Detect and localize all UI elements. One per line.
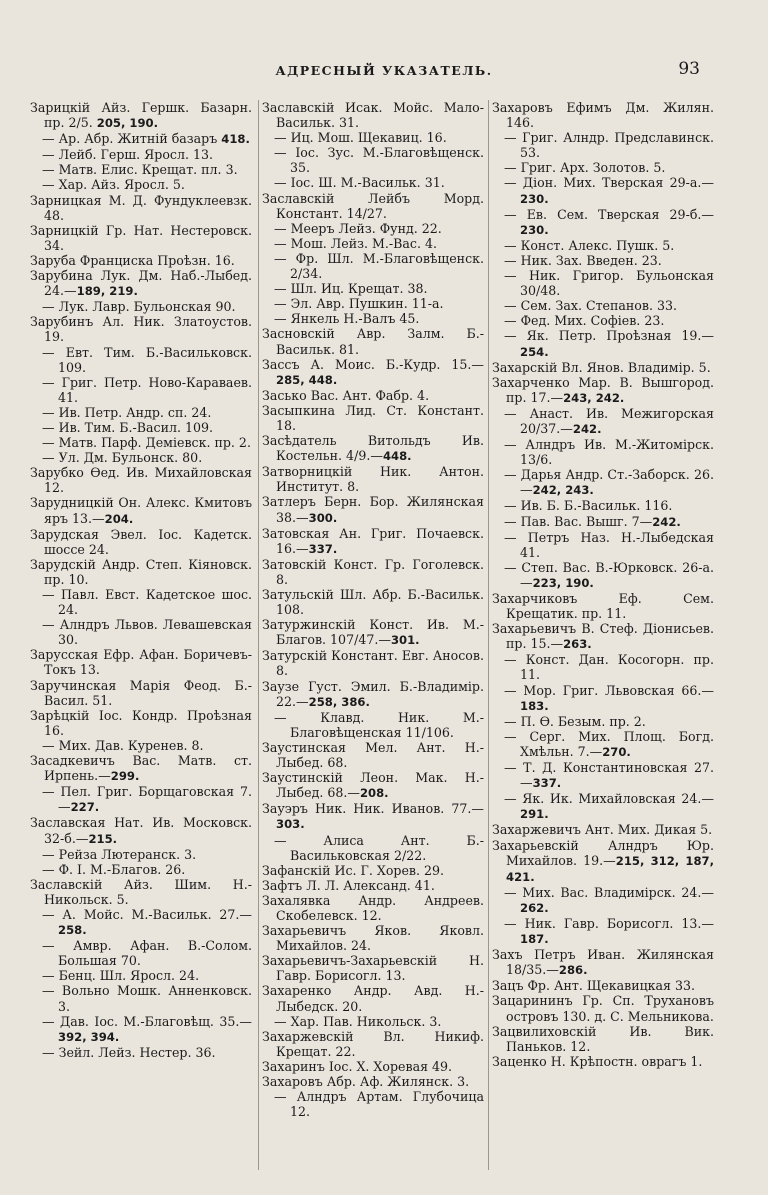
running-title: АДРЕСНЫЙ УКАЗАТЕЛЬ. [275,63,493,78]
directory-entry: Заручинская Марія Феод. Б.-Васил. 51. [30,677,252,708]
directory-entry: — Мих. Дав. Куренев. 8. [42,737,204,753]
directory-column-1 [30,100,252,1175]
directory-entry: — Як. Ик. Михайловская 24.—291. [504,791,714,822]
directory-entry: — Дав. Іос. М.-Благовѣщ. 35.—392, 394. [42,1013,252,1044]
page-header [0,56,768,86]
directory-entry: Заславская Нат. Ив. Московск. 32-б.—215. [30,815,252,846]
directory-entry: — Григ. Петр. Ново-Караваев. 41. [42,374,252,405]
directory-entry: — А. Мойс. М.-Васильк. 27.—258. [42,906,252,938]
directory-entry: Заславскій Лейбъ Морд. Констант. 14/27. [262,190,484,221]
directory-entry: Захаринъ Іос. Х. Хоревая 49. [262,1058,453,1074]
directory-entry: — Т. Д. Константиновская 27.—337. [504,760,714,791]
directory-entry: — Іос. Зус. М.-Благовѣщенск. 35. [274,145,484,176]
directory-entry: Захарьевичъ В. Стеф. Діонисьев. пр. 15.—263. [492,621,714,652]
directory-entry: — Зейл. Лейз. Нестер. 36. [42,1044,216,1060]
directory-entry: Засыпкина Лид. Ст. Констант. 18. [262,402,484,433]
directory-entry: — Степ. Вас. В.-Юрковск. 26-а.—223, 190. [504,559,714,590]
directory-entry: — Хар. Айз. Яросл. 5. [42,177,185,193]
directory-entry: — П. Ѳ. Безым. пр. 2. [504,713,646,729]
directory-entry: — Алндръ Львов. Левашевская 30. [42,617,252,648]
directory-entry: Заславскій Исак. Мойс. Мало-Васильк. 31. [262,100,484,131]
directory-entry: — Ив. Петр. Андр. сп. 24. [42,404,212,420]
directory-entry: Зацъ Фр. Ант. Щекавицкая 33. [492,978,696,994]
directory-column-3 [492,100,714,1175]
directory-entry: — Мееръ Лейз. Фунд. 22. [274,220,442,236]
directory-entry: — Анаст. Ив. Межигорская 20/37.—242. [504,405,714,436]
directory-entry: — Пел. Григ. Борщаговская 7.—227. [42,784,252,815]
directory-entry: Захарьевичъ Яков. Яковл. Михайлов. 24. [262,923,484,954]
directory-entry: Зарудскій Андр. Степ. Кіяновск. пр. 10. [30,556,252,587]
directory-entry: — Фр. Шл. М.-Благовѣщенск. 2/34. [274,250,484,282]
directory-entry: — Григ. Алндр. Предславинск. 53. [504,130,714,161]
directory-entry: — Ник. Григор. Бульонская 30/48. [504,268,714,299]
directory-entry: Заустинская Мел. Ант. Н.-Лыбед. 68. [262,739,484,771]
directory-columns [30,100,734,1175]
directory-entry: Захаренко Андр. Авд. Н.-Лыбедск. 20. [262,983,484,1014]
directory-entry: Заславскій Айз. Шим. Н.-Никольск. 5. [30,876,252,907]
directory-entry: Захарьевичъ-Захарьевскій Н. Гавр. Борисогл. 13. [262,953,484,984]
directory-entry: Засадкевичъ Вас. Матв. ст. Ирпень.—299. [30,753,252,784]
directory-entry: Зарубина Лук. Дм. Наб.-Лыбед. 24.—189, 219. [30,268,252,299]
directory-entry: Захаровъ Абр. Аф. Жилянск. 3. [262,1074,470,1089]
directory-entry: — Ник. Зах. Введен. 23. [504,252,662,268]
directory-entry: — Григ. Арх. Золотов. 5. [504,160,666,176]
directory-entry: Затульскій Шл. Абр. Б.-Васильк. 108. [262,587,484,618]
directory-entry: — Матв. Елис. Крещат. пл. 3. [42,162,238,178]
directory-entry: — Ар. Абр. Житній базаръ 418. [42,131,250,147]
directory-entry: — Мор. Григ. Львовская 66.—183. [504,682,714,713]
directory-entry: — Павл. Евст. Кадетское шос. 24. [42,587,252,618]
directory-entry: Затовская Ан. Григ. Почаевск. 16.—337. [262,525,484,556]
directory-entry: — Ев. Сем. Тверская 29-б.—230. [504,206,714,237]
directory-entry: Зацвилиховскій Ив. Вик. Паньков. 12. [492,1023,714,1054]
directory-entry: Захарьевскій Алндръ Юр. Михайлов. 19.—215, 312, 187, 421. [492,837,714,884]
directory-entry: Зафанскій Ис. Г. Хорев. 29. [262,862,445,878]
directory-entry: Заустинскій Леон. Мак. Н.-Лыбед. 68.—208. [262,770,484,801]
directory-entry: — Серг. Мих. Площ. Богд. Хмѣльн. 7.—270. [504,728,714,759]
directory-entry: — Лук. Лавр. Бульонская 90. [42,299,236,315]
directory-entry: Зарудская Эвел. Іос. Кадетск. шоссе 24. [30,526,252,557]
directory-entry: Захъ Петръ Иван. Жилянская 18/35.—286. [492,947,714,978]
directory-entry: — Алндръ Ив. М.-Житомірск. 13/6. [504,437,714,468]
directory-entry: — Конст. Дан. Косогорн. пр. 11. [504,652,714,683]
directory-entry: — Ив. Тим. Б.-Васил. 109. [42,419,214,435]
directory-entry: — Эл. Авр. Пушкин. 11-а. [274,296,444,312]
directory-entry: Затовскій Конст. Гр. Гоголевск. 8. [262,556,484,587]
directory-entry: Заценко Н. Крѣпостн. оврагъ 1. [492,1053,703,1069]
directory-entry: Зауэръ Ник. Ник. Иванов. 77.—303. [262,801,484,832]
directory-entry: — Конст. Алекс. Пушк. 5. [504,237,675,253]
directory-entry: — Бенц. Шл. Яросл. 24. [42,968,200,984]
directory-entry: Затуржинскій Конст. Ив. М.-Благов. 107/47.—301. [262,617,484,648]
directory-entry: Захаржевичъ Ант. Мих. Дикая 5. [492,822,713,838]
directory-entry: — Ф. I. М.-Благов. 26. [42,861,186,877]
directory-entry: — Фед. Мих. Софіев. 23. [504,313,665,329]
directory-entry: Захалявка Андр. Андреев. Скобелевск. 12. [262,892,484,923]
directory-entry: — Пав. Вас. Вышг. 7—242. [504,513,681,529]
directory-entry: Зарицкій Айз. Гершк. Базарн. пр. 2/5. 205, 190. [30,100,252,131]
directory-entry: — Амвр. Афан. В.-Солом. Большая 70. [42,938,252,969]
directory-entry: — Мош. Лейз. М.-Вас. 4. [274,235,438,251]
directory-entry: Зассъ А. Моис. Б.-Кудр. 15.—285, 448. [262,356,484,387]
directory-entry: — Іос. Ш. М.-Васильк. 31. [274,175,445,191]
directory-entry: — Ив. Б. Б.-Васильк. 116. [504,498,673,514]
directory-entry: — Евт. Тим. Б.-Васильковск. 109. [42,344,252,375]
directory-entry: Зарубко Өед. Ив. Михайловская 12. [30,465,252,496]
directory-entry: — Янкель Н.-Валъ 45. [274,311,420,327]
directory-entry: Засько Вас. Ант. Фабр. 4. [262,387,430,403]
directory-entry: Захарченко Мар. В. Вышгород. пр. 17.—243, 242. [492,374,714,405]
directory-entry: Зацарининъ Гр. Сп. Трухановъ островъ 130. д. С. Мельникова. [492,993,714,1024]
directory-entry: Захарчиковъ Еф. Сем. Крещатик. пр. 11. [492,591,714,622]
page-number: 93 [678,59,700,79]
directory-entry: Зарудницкій Он. Алекс. Кмитовъ яръ 13.—204. [30,495,252,526]
directory-entry: — Вольно Мошк. Анненковск. 3. [42,983,252,1014]
directory-entry: — Як. Петр. Проѣзная 19.—254. [504,328,714,359]
directory-entry: Зарѣцкій Іос. Кондр. Проѣзная 16. [30,707,252,738]
directory-entry: — Петръ Наз. Н.-Лыбедская 41. [504,529,714,560]
directory-entry: — Клавд. Ник. М.-Благовѣщенская 11/106. [274,709,484,740]
directory-column-2 [262,100,484,1175]
directory-entry: — Алндръ Артам. Глубочица 12. [274,1089,484,1120]
directory-entry: — Діон. Мих. Тверская 29-а.—230. [504,175,714,206]
directory-entry: Захаровъ Ефимъ Дм. Жилян. 146. [492,100,714,131]
directory-entry: — Мих. Вас. Владимірск. 24.—262. [504,884,714,915]
directory-entry: Затурскій Констант. Евг. Аносов. 8. [262,648,484,679]
directory-entry: — Сем. Зах. Степанов. 33. [504,298,678,314]
directory-entry: Зарницкій Гр. Нат. Нестеровск. 34. [30,222,252,253]
directory-entry: — Алиса Ант. Б.-Васильковская 2/22. [274,832,484,863]
directory-entry: Засѣдатель Витольдъ Ив. Костельн. 4/9.—448. [262,433,484,464]
directory-entry: — Ул. Дм. Бульонск. 80. [42,450,203,466]
directory-entry: — Лейб. Герш. Яросл. 13. [42,147,214,163]
directory-entry: Зарницкая М. Д. Фундуклеевзк. 48. [30,192,252,223]
directory-entry: — Дарья Андр. Ст.-Заборск. 26.—242, 243. [504,467,714,498]
directory-entry: Захаржевскій Вл. Никиф. Крещат. 22. [262,1028,484,1059]
directory-entry: Засновскій Авр. Залм. Б.-Васильк. 81. [262,326,484,357]
directory-entry: — Хар. Пав. Никольск. 3. [274,1013,442,1029]
directory-entry: — Шл. Иц. Крещат. 38. [274,281,428,297]
directory-entry: — Ник. Гавр. Борисогл. 13.—187. [504,915,714,947]
directory-entry: Заузе Густ. Эмил. Б.-Владимір. 22.—258, 386. [262,678,484,709]
directory-entry: Захарскій Вл. Янов. Владимір. 5. [492,359,711,375]
directory-entry: Зарубинъ Ал. Ник. Златоустов. 19. [30,314,252,345]
directory-entry: — Матв. Парф. Деміевск. пр. 2. [42,435,251,451]
directory-entry: Заруба Франциска Проѣзн. 16. [30,252,235,268]
directory-entry: Затворницкій Ник. Антон. Институт. 8. [262,464,484,495]
directory-entry: Зарусская Ефр. Афан. Боричевъ-Токъ 13. [30,647,252,678]
directory-entry: — Иц. Мош. Щекавиц. 16. [274,130,447,146]
directory-entry: Затлеръ Берн. Бор. Жилянская 38.—300. [262,494,484,525]
directory-entry: — Рейза Лютеранск. 3. [42,846,197,862]
directory-entry: Зафтъ Л. Л. Александ. 41. [262,877,435,893]
